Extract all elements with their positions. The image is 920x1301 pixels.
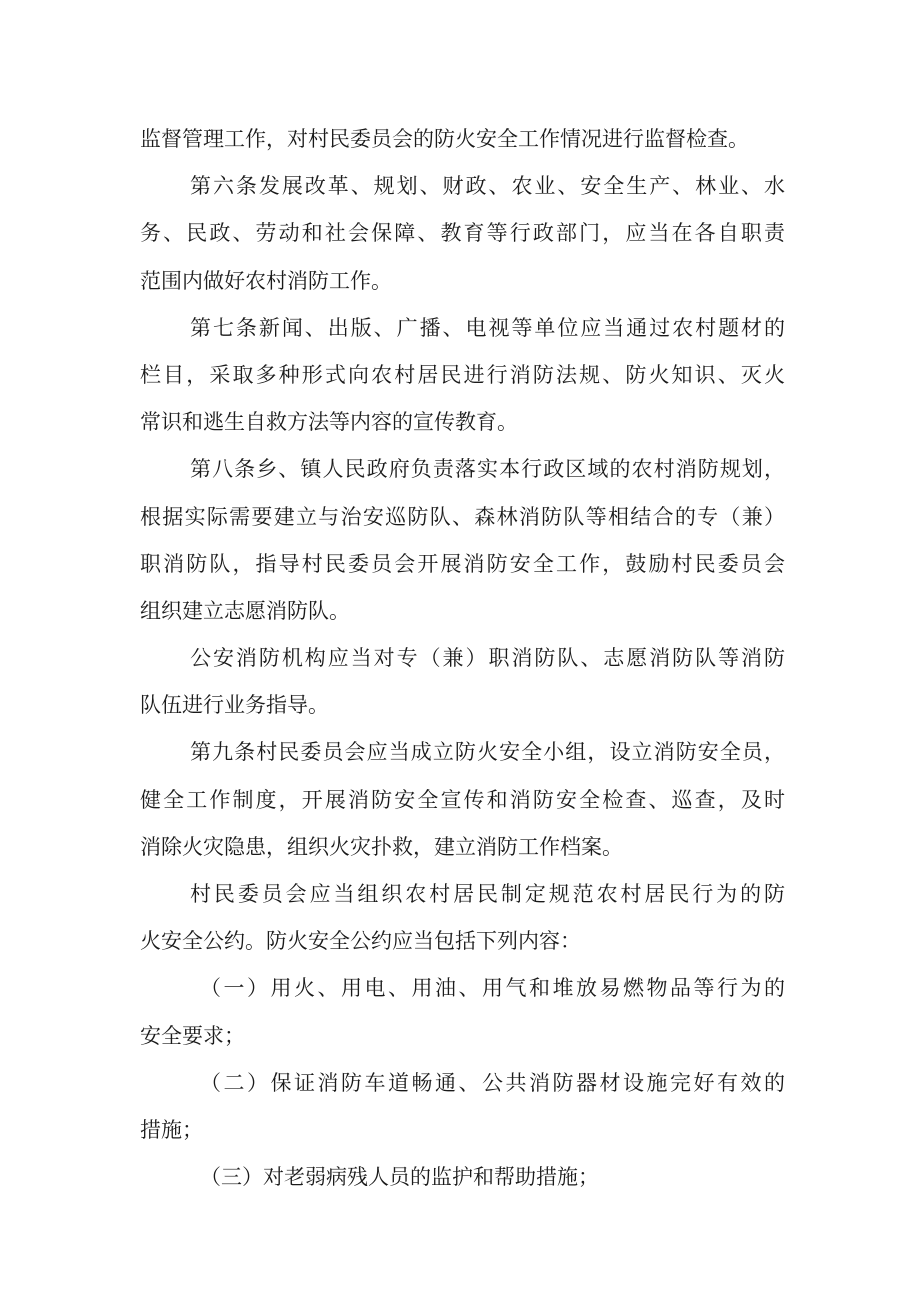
- article-6-line-3: 范围内做好农村消防工作。: [140, 268, 392, 293]
- article-9-line-2: 健全工作制度，开展消防安全宣传和消防安全检查、巡查，及时: [140, 787, 785, 812]
- article-6-line-1: 第六条发展改革、规划、财政、农业、安全生产、林业、水: [190, 174, 785, 199]
- article-9-para2-line-2: 火安全公约。防火安全公约应当包括下列内容：: [140, 929, 581, 954]
- article-8-line-3: 职消防队，指导村民委员会开展消防安全工作，鼓励村民委员会: [140, 551, 785, 576]
- article-8-line-2: 根据实际需要建立与治安巡防队、森林消防队等相结合的专（兼）: [140, 504, 785, 529]
- text-line: 监督管理工作，对村民委员会的防火安全工作情况进行监督检查。: [140, 127, 749, 151]
- article-9-para2-line-1: 村民委员会应当组织农村居民制定规范农村居民行为的防: [190, 882, 785, 906]
- article-8-para2-line-2: 队伍进行业务指导。: [140, 693, 329, 718]
- list-item-1-line-2: 安全要求；: [140, 1023, 245, 1048]
- list-item-2-line-2: 措施；: [140, 1117, 203, 1142]
- list-item-2-line-1: （二）保证消防车道畅通、公共消防器材设施完好有效的: [200, 1070, 785, 1095]
- article-7-line-2: 栏目，采取多种形式向农村居民进行消防法规、防火知识、灭火: [140, 362, 785, 387]
- list-item-3-line-1: （三）对老弱病残人员的监护和帮助措施；: [200, 1165, 599, 1190]
- article-8-line-4: 组织建立志愿消防队。: [140, 598, 350, 623]
- article-6-line-2: 务、民政、劳动和社会保障、教育等行政部门，应当在各自职责: [140, 221, 785, 246]
- article-7-line-3: 常识和逃生自救方法等内容的宣传教育。: [140, 410, 518, 435]
- article-7-line-1: 第七条新闻、出版、广播、电视等单位应当通过农村题材的: [190, 315, 785, 340]
- article-9-line-1: 第九条村民委员会应当成立防火安全小组，设立消防安全员，: [190, 740, 785, 765]
- article-8-para2-line-1: 公安消防机构应当对专（兼）职消防队、志愿消防队等消防: [190, 646, 785, 671]
- article-8-line-1: 第八条乡、镇人民政府负责落实本行政区域的农村消防规划，: [190, 457, 785, 482]
- list-item-1-line-1: （一）用火、用电、用油、用气和堆放易燃物品等行为的: [200, 976, 785, 1001]
- article-9-line-3: 消除火灾隐患，组织火灾扑救，建立消防工作档案。: [140, 834, 623, 859]
- document-page: [140, 116, 785, 1201]
